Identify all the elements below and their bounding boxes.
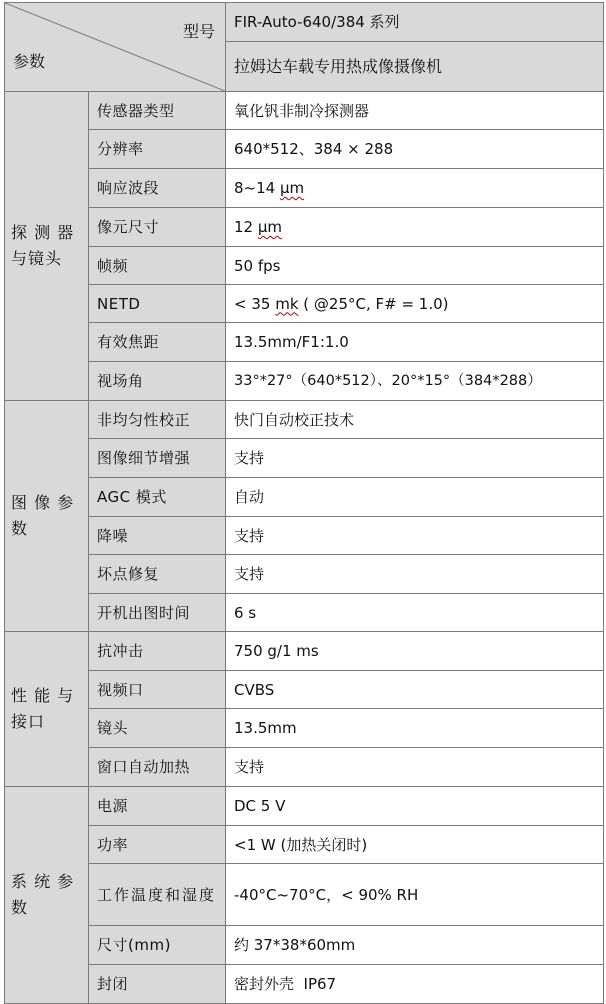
param-value: 13.5mm/F1:1.0 — [226, 323, 604, 362]
unit-text: mk — [275, 294, 299, 313]
param-value: 支持 — [226, 439, 604, 478]
diagonal-line — [5, 3, 225, 91]
param-label: 尺寸(mm) — [89, 926, 226, 965]
table-row — [5, 323, 604, 362]
table-row — [5, 709, 604, 748]
param-label: 工作温度和湿度 — [89, 864, 226, 926]
param-label: 分辨率 — [89, 130, 226, 169]
param-label: 传感器类型 — [89, 92, 226, 130]
spec-table — [4, 2, 604, 1004]
param-label: 镜头 — [89, 709, 226, 748]
param-label: 功率 — [89, 826, 226, 864]
param-value: 支持 — [226, 748, 604, 787]
param-label: 降噪 — [89, 517, 226, 555]
table-row — [5, 671, 604, 709]
param-value: < 35 mk ( @25°C, F# = 1.0) — [226, 285, 604, 323]
param-label: 响应波段 — [89, 169, 226, 208]
param-value: -40°C~70°C，< 90% RH — [226, 864, 604, 926]
param-label: 帧频 — [89, 247, 226, 285]
param-label: AGC 模式 — [89, 478, 226, 517]
param-label: 封闭 — [89, 965, 226, 1004]
param-value: 自动 — [226, 478, 604, 517]
param-value: 750 g/1 ms — [226, 632, 604, 671]
table-row — [5, 92, 604, 130]
group-label-performance: 性 能 与 接口 — [5, 632, 89, 787]
table-row — [5, 362, 604, 401]
param-label: 开机出图时间 — [89, 594, 226, 632]
corner-header — [5, 3, 226, 92]
param-value: 12 μm — [226, 208, 604, 247]
param-label: 视场角 — [89, 362, 226, 401]
product-cell: 拉姆达车载专用热成像摄像机 — [226, 42, 604, 92]
table-row — [5, 787, 604, 826]
param-value: 33°*27°（640*512）、20°*15°（384*288） — [226, 362, 604, 401]
table-row — [5, 965, 604, 1004]
table-row — [5, 517, 604, 555]
table-row — [5, 748, 604, 787]
header-row-model — [5, 3, 604, 42]
corner-top-label: 型号 — [182, 22, 215, 41]
param-label: 非均匀性校正 — [89, 401, 226, 439]
param-value: 密封外壳 IP67 — [226, 965, 604, 1004]
unit-text: μm — [279, 179, 305, 197]
param-label: 图像细节增强 — [89, 439, 226, 478]
param-value: 支持 — [226, 517, 604, 555]
param-value: 640*512、384 × 288 — [226, 130, 604, 169]
unit-text: μm — [257, 218, 283, 236]
table-row — [5, 594, 604, 632]
param-value: 氧化钒非制冷探测器 — [226, 92, 604, 130]
param-value: 快门自动校正技术 — [226, 401, 604, 439]
group-label-detector: 探 测 器 与镜头 — [5, 92, 89, 401]
group-label-system: 系 统 参 数 — [5, 787, 89, 1004]
table-row — [5, 478, 604, 517]
table-row — [5, 130, 604, 169]
param-value: 6 s — [226, 594, 604, 632]
param-value: 13.5mm — [226, 709, 604, 748]
param-value: 约 37*38*60mm — [226, 926, 604, 965]
table-row — [5, 401, 604, 439]
model-cell: FIR-Auto-640/384 系列 — [226, 3, 604, 42]
param-label: 抗冲击 — [89, 632, 226, 671]
param-value: 50 fps — [226, 247, 604, 285]
param-value: DC 5 V — [226, 787, 604, 826]
group-label-image: 图 像 参 数 — [5, 401, 89, 632]
param-label: 有效焦距 — [89, 323, 226, 362]
param-label: 坏点修复 — [89, 555, 226, 594]
corner-bottom-label: 参数 — [13, 52, 46, 71]
param-value: <1 W (加热关闭时) — [226, 826, 604, 864]
param-label: 视频口 — [89, 671, 226, 709]
param-value: 8~14 μm — [226, 169, 604, 208]
param-label: 像元尺寸 — [89, 208, 226, 247]
table-row — [5, 285, 604, 323]
table-row — [5, 439, 604, 478]
table-row — [5, 208, 604, 247]
table-row — [5, 247, 604, 285]
table-row — [5, 864, 604, 926]
param-label: 窗口自动加热 — [89, 748, 226, 787]
table-row — [5, 555, 604, 594]
table-row — [5, 926, 604, 965]
param-label: NETD — [89, 285, 226, 323]
param-value: 支持 — [226, 555, 604, 594]
table-row — [5, 169, 604, 208]
param-value: CVBS — [226, 671, 604, 709]
table-row — [5, 632, 604, 671]
table-row — [5, 826, 604, 864]
param-label: 电源 — [89, 787, 226, 826]
